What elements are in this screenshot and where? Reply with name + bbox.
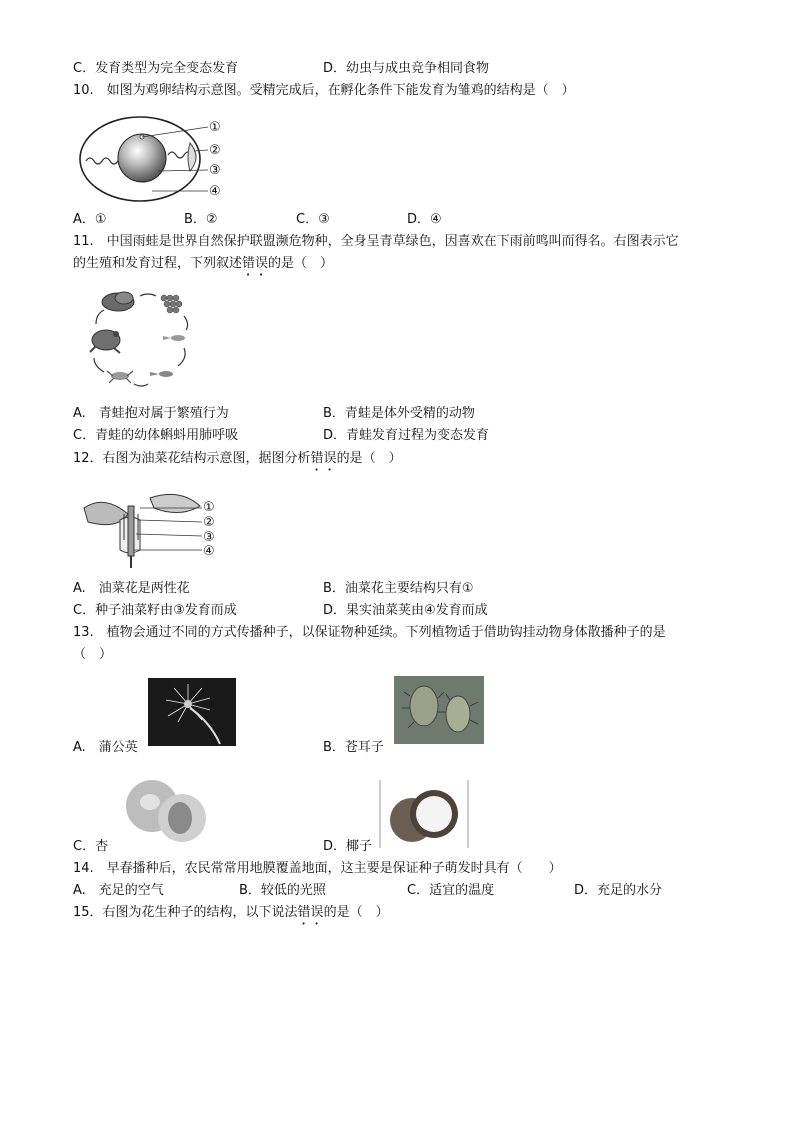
egg-label-3: ③ bbox=[209, 163, 221, 178]
q14-option-d: D．充足的水分 bbox=[574, 883, 663, 898]
q11-option-a: A. 青蛙抱对属于繁殖行为 bbox=[73, 406, 229, 421]
q15-stem: 15．右图为花生种子的结构，以下说法错误的是（ ） bbox=[73, 905, 389, 920]
q14-stem: 14. 早春播种后，农民常常用地膜覆盖地面，这主要是保证种子萌发时具有（ ） bbox=[73, 861, 562, 876]
flower-label-2: ② bbox=[203, 515, 215, 530]
q12-stem: 12．右图为油菜花结构示意图，据图分析错误的是（ ） bbox=[73, 451, 402, 466]
flower-label-1: ① bbox=[203, 500, 215, 515]
q10-option-c: C．③ bbox=[296, 212, 330, 227]
q13-option-b: B．苍耳子 bbox=[323, 740, 384, 755]
q10-option-b: B．② bbox=[184, 212, 218, 227]
q12-option-b: B．油菜花主要结构只有① bbox=[323, 581, 474, 596]
apricot-photo bbox=[122, 776, 214, 846]
q12-option-a: A. 油菜花是两性花 bbox=[73, 581, 190, 596]
q10-option-a: A．① bbox=[73, 212, 107, 227]
q12-option-d: D．果实油菜荚由④发育而成 bbox=[323, 603, 488, 618]
q9-option-d: D．幼虫与成虫竞争相同食物 bbox=[323, 61, 490, 76]
q10-option-d: D．④ bbox=[407, 212, 442, 227]
q10-stem: 10. 如图为鸡卵结构示意图。受精完成后，在孵化条件下能发育为雏鸡的结构是（ ） bbox=[73, 83, 575, 98]
flower-label-4: ④ bbox=[203, 544, 215, 559]
rape-flower-diagram bbox=[80, 490, 210, 568]
q13-stem-line1: 13. 植物会通过不同的方式传播种子，以保证物种延续。下列植物适于借助钩挂动物身体散播种子的是 bbox=[73, 625, 666, 640]
q14-option-a: A. 充足的空气 bbox=[73, 883, 164, 898]
q14-option-c: C．适宜的温度 bbox=[407, 883, 495, 898]
q14-option-b: B．较低的光照 bbox=[239, 883, 326, 898]
q13-option-c: C．杏 bbox=[73, 839, 109, 854]
frog-life-cycle-diagram bbox=[88, 288, 194, 392]
q13-option-a: A. 蒲公英 bbox=[73, 740, 138, 755]
q11-stem-line1: 11. 中国雨蛙是世界自然保护联盟濒危物种，全身呈青草绿色，因喜欢在下雨前鸣叫而得名。右图表示它 bbox=[73, 234, 679, 249]
flower-label-3: ③ bbox=[203, 530, 215, 545]
egg-label-2: ② bbox=[209, 143, 221, 158]
q11-option-c: C．青蛙的幼体蝌蚪用肺呼吸 bbox=[73, 428, 239, 443]
dandelion-photo bbox=[148, 678, 236, 746]
egg-label-1: ① bbox=[209, 120, 221, 135]
q9-option-c: C．发育类型为完全变态发育 bbox=[73, 61, 239, 76]
egg-label-4: ④ bbox=[209, 184, 221, 199]
q12-option-c: C．种子油菜籽由③发育而成 bbox=[73, 603, 237, 618]
q13-option-d: D．椰子 bbox=[323, 839, 373, 854]
q13-stem-line2: （ ） bbox=[73, 647, 113, 662]
q11-stem-line2: 的生殖和发育过程，下列叙述错误的是（ ） bbox=[73, 256, 334, 271]
coconut-photo bbox=[378, 780, 470, 848]
q11-option-d: D．青蛙发育过程为变态发育 bbox=[323, 428, 490, 443]
q11-option-b: B．青蛙是体外受精的动物 bbox=[323, 406, 475, 421]
cocklebur-photo bbox=[394, 676, 484, 744]
